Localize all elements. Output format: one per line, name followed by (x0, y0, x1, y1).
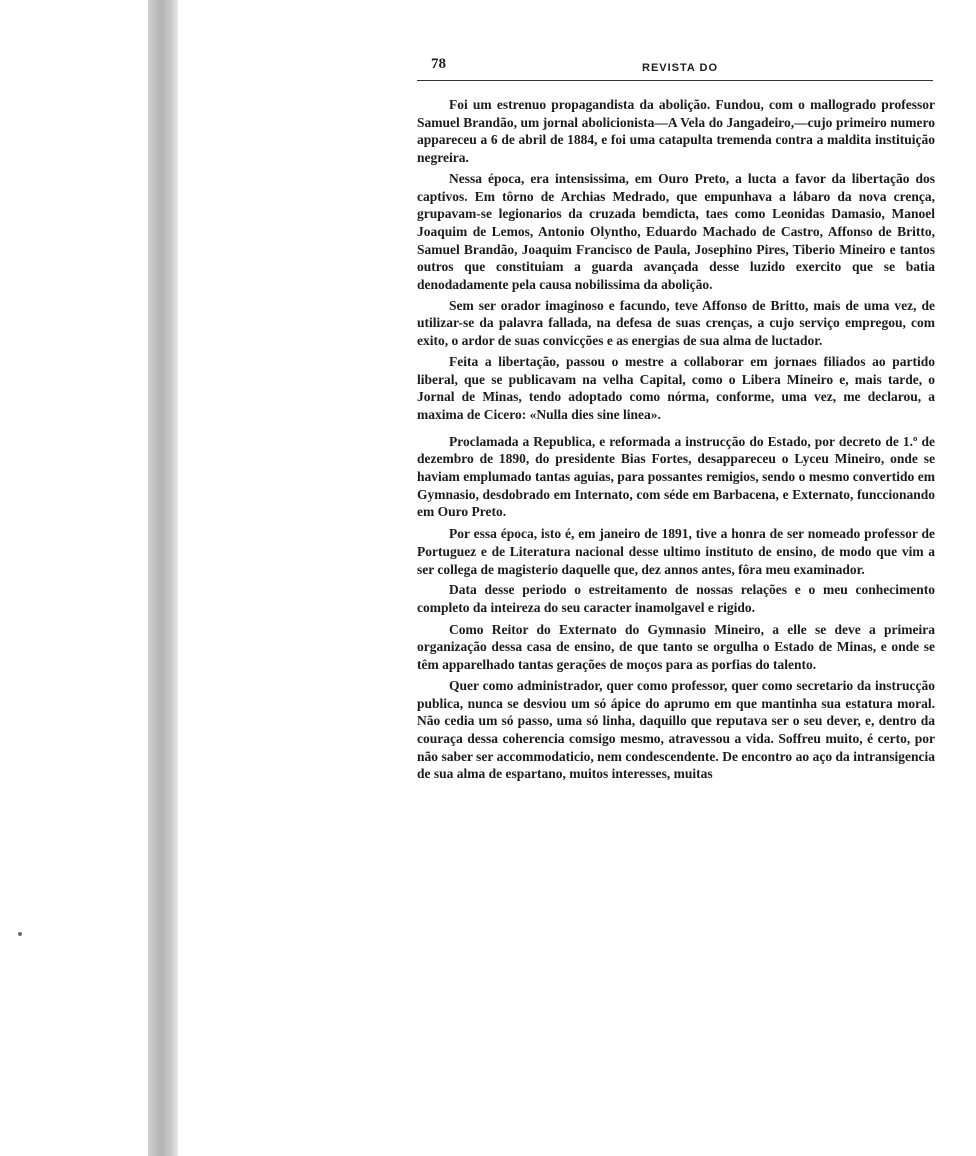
scan-speck (18, 932, 22, 936)
body-text (417, 96, 935, 786)
paragraph: Sem ser orador imaginoso e facundo, teve Affonso de Britto, mais de uma vez, de utilizar-se da palavra fallada, na defesa de suas crenças, a cujo serviço empregou, com exito, o ardor de suas convicções e as energias de sua alma de luctador. (417, 297, 935, 349)
page-header (417, 56, 933, 81)
running-head: REVISTA DO (642, 62, 719, 74)
page-binding-shadow (148, 0, 178, 1156)
paragraph: Quer como administrador, quer como professor, quer como secretario da instrucção publica, nunca se desviou um só ápice do aprumo em que mantinha sua estatura moral. Não cedia um só passo, uma só linha, daquillo que reputava ser o seu dever, e, dentro da couraça dessa coherencia comsigo mesmo, atravessou a vida. Soffreu muito, é certo, por não saber ser accommodaticio, nem condescendente. De encontro ao aço da intransigencia de sua alma de espartano, muitos interesses, muitas (417, 677, 935, 782)
paragraph: Como Reitor do Externato do Gymnasio Mineiro, a elle se deve a primeira organização dessa casa de ensino, de que tanto se orgulha o Estado de Minas, e onde se têm apparelhado tantas gerações de moços para as porfias do talento. (417, 621, 935, 673)
paragraph: Nessa época, era intensissima, em Ouro Preto, a lucta a favor da libertação dos captivos. Em tôrno de Archias Medrado, que empunhava a lábaro da nova crença, grupavam-se legionarios da cruzada bemdicta, taes como Leonidas Damasio, Manoel Joaquim de Lemos, Antonio Olyntho, Eduardo Machado de Castro, Affonso de Britto, Samuel Brandão, Joaquim Francisco de Paula, Josephino Pires, Tiberio Mineiro e tantos outros que constituiam a guarda avançada desse luzido exercito que se batia denodadamente pela causa nobilissima da abolição. (417, 170, 935, 293)
page-number: 78 (431, 56, 446, 72)
paragraph: Feita a libertação, passou o mestre a collaborar em jornaes filiados ao partido liberal, que se publicavam na velha Capital, como o Libera Mineiro e, mais tarde, o Jornal de Minas, tendo adoptado como nórma, conforme, uma vez, me declarou, a maxima de Cicero: «Nulla dies sine linea». (417, 353, 935, 422)
paragraph: Por essa época, isto é, em janeiro de 1891, tive a honra de ser nomeado professor de Portuguez e de Literatura nacional desse ultimo instituto de ensino, de modo que vim a ser collega de magisterio daquelle que, dez annos antes, fôra meu examinador. (417, 526, 935, 577)
paragraph: Data desse periodo o estreitamento de nossas relações e o meu conhecimento completo da inteireza do seu caracter inamolgavel e rigido. (417, 582, 935, 615)
paragraph: Proclamada a Republica, e reformada a instrucção do Estado, por decreto de 1.º de dezembro de 1890, do presidente Bias Fortes, desappareceu o Lyceu Mineiro, onde se haviam emplumado tantas aguias, para possantes remigios, sendo o mesmo convertido em Gymnasio, desdobrado em Internato, com séde em Barbacena, e Externato, funccionando em Ouro Preto. (417, 433, 935, 520)
paragraph: Foi um estrenuo propagandista da abolição. Fundou, com o mallogrado professor Samuel Brandão, um jornal abolicionista—A Vela do Jangadeiro,—cujo primeiro numero appareceu a 6 de abril de 1884, e foi uma catapulta tremenda contra a maldita instituição negreira. (417, 97, 935, 166)
